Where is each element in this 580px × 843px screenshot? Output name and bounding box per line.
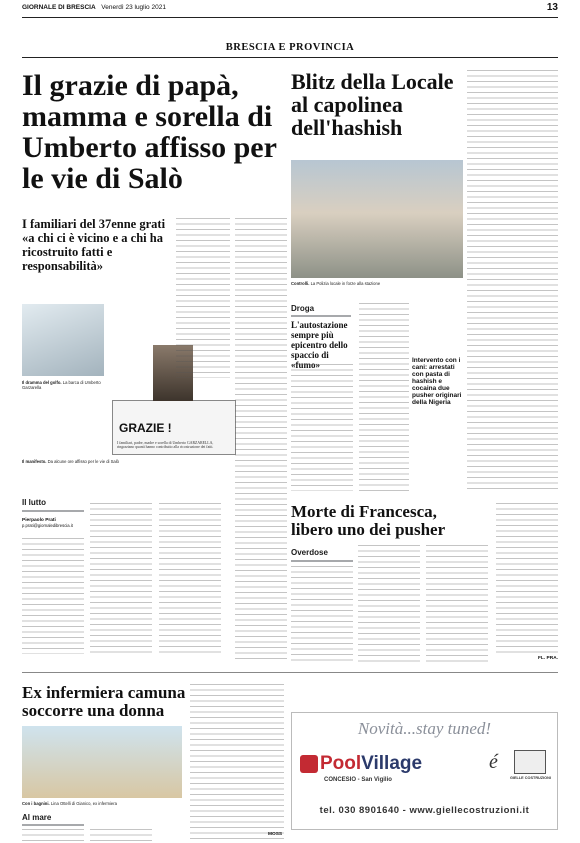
tag-droga: Droga bbox=[291, 304, 315, 313]
tag-overdose: Overdose bbox=[291, 548, 328, 557]
masthead-rule bbox=[22, 17, 558, 18]
article2-body-col1 bbox=[291, 364, 353, 491]
article4-body-col2 bbox=[90, 829, 152, 841]
gielle-logo-icon bbox=[514, 750, 546, 774]
article2-pullquote: Intervento con i cani: arrestati con pasta di hashish e cocaina due pusher originari della Nigeria bbox=[412, 357, 462, 406]
photo-boat-caption: Il dramma del golfo. La barca di Umberto Garzarella bbox=[22, 380, 101, 390]
article1-body-col4 bbox=[176, 218, 230, 378]
byline: Pierpaolo Prati p.prati@giornaledibrescia.it bbox=[22, 518, 73, 528]
article1-body-col3 bbox=[159, 503, 221, 654]
photo-police bbox=[291, 160, 463, 278]
article1-subhead: I familiari del 37enne grati «a chi ci è vicino e a chi ha ricostruito fatti e responsabilità» bbox=[22, 217, 166, 273]
page-number: 13 bbox=[546, 2, 558, 13]
tag-il-lutto: Il lutto bbox=[22, 498, 46, 507]
section-rule bbox=[22, 57, 558, 58]
poolvillage-logo-icon bbox=[300, 755, 318, 773]
photo-police-caption: Controlli. La Polizia locale in forze alla stazione bbox=[291, 281, 381, 286]
ad-and: é bbox=[489, 751, 498, 773]
article1-headline: Il grazie di papà, mamma e sorella di Umberto affisso per le vie di Salò bbox=[22, 69, 277, 195]
issue-date: Venerdì 23 luglio 2021 bbox=[101, 4, 166, 11]
gielle-caption: GIELLE COSTRUZIONI bbox=[510, 776, 551, 780]
poster-text: I familiari, padre, madre e sorella di Umberto GARZARELLA, ringraziano quanti hanno contribuito alla ricostruzione dei fatti. bbox=[117, 441, 214, 450]
article1-body-col1 bbox=[22, 538, 84, 654]
article3-signoff: FL. PRA. bbox=[538, 656, 558, 661]
article4-body-col3 bbox=[190, 684, 284, 841]
article2-body-col2 bbox=[359, 303, 409, 493]
paper-name: GIORNALE DI BRESCIA bbox=[22, 4, 96, 11]
tag-rule-4 bbox=[22, 824, 84, 826]
tag-rule-2 bbox=[291, 315, 351, 317]
tag-al-mare: Al mare bbox=[22, 813, 52, 822]
ad-contact[interactable]: tel. 030 8901640 - www.giellecostruzioni.it bbox=[319, 805, 530, 816]
article4-signoff: MOSS bbox=[268, 832, 283, 837]
ad-brand: PoolVillage bbox=[320, 753, 423, 774]
advertisement[interactable] bbox=[291, 712, 558, 830]
photo-boat bbox=[22, 304, 104, 376]
masthead bbox=[22, 4, 558, 18]
poster-title: GRAZIE ! bbox=[119, 421, 172, 435]
ad-title: Novità...stay tuned! bbox=[357, 719, 492, 738]
article3-headline: Morte di Francesca, libero uno dei pusher bbox=[291, 502, 446, 539]
article4-headline: Ex infermiera camuna soccorre una donna bbox=[22, 683, 186, 720]
article2-subhead: L'autostazione sempre più epicentro dello spaccio di «fumo» bbox=[291, 320, 348, 370]
ad-brand-sub: CONCESIO - San Vigilio bbox=[324, 777, 392, 783]
lower-rule bbox=[22, 672, 558, 673]
tag-rule-3 bbox=[291, 560, 353, 562]
article4-body-col1 bbox=[22, 829, 84, 841]
article3-body-col4 bbox=[496, 503, 558, 655]
tag-rule bbox=[22, 510, 84, 512]
article2-headline: Blitz della Locale al capolinea dell'hashish bbox=[291, 69, 454, 140]
photo-lifeguards-caption: Con i bagnini. Lina Ottelli di Gianico, ex infermiera bbox=[22, 801, 117, 806]
photo-lifeguards bbox=[22, 726, 182, 798]
article3-body-col1 bbox=[291, 566, 353, 662]
article1-body-col5 bbox=[235, 218, 287, 663]
grazie-poster bbox=[112, 400, 236, 455]
article1-body-col2 bbox=[90, 503, 152, 654]
article3-body-col2 bbox=[358, 545, 420, 662]
poster-caption: Il manifesto. Da alcune ore affisso per le vie di Salò bbox=[22, 459, 119, 464]
section-title: BRESCIA E PROVINCIA bbox=[225, 42, 355, 53]
article2-body-col3 bbox=[467, 70, 558, 491]
article3-body-col3 bbox=[426, 545, 488, 662]
